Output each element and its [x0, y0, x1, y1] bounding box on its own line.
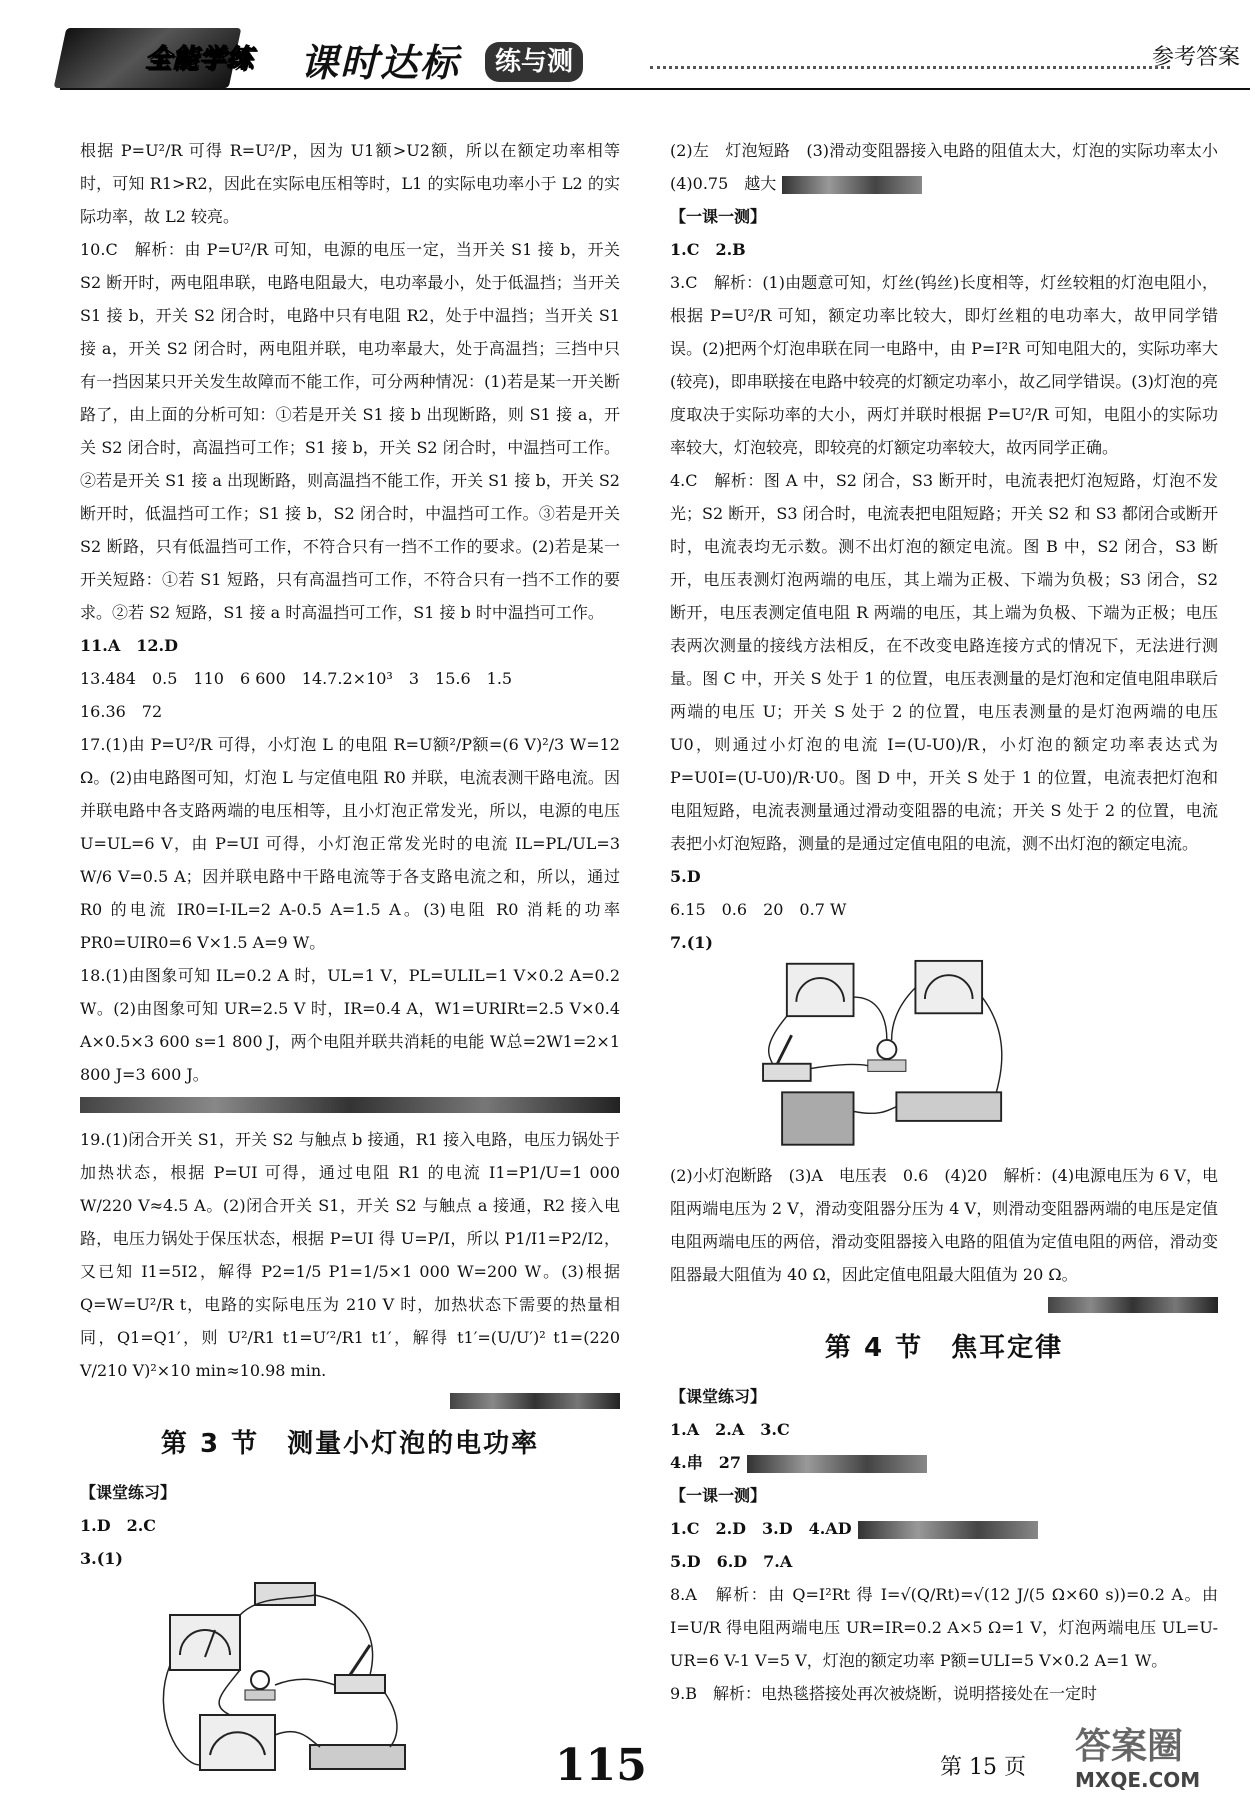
redacted-bar — [858, 1521, 1038, 1539]
answer-q9: 9.B 解析：电热毯搭接处再次被烧断，说明搭接处在一定时 — [670, 1684, 1098, 1703]
answer-q16: 16.36 72 — [80, 702, 163, 721]
answer-paragraph: 根据 P=U²/R 可得 R=U²/P，因为 U1额>U2额，所以在额定功率相等时，可知 R1>R2，因此在实际电压相等时，L1 的实际电功率小于 L2 的实际功率，故 L2 较亮。 — [80, 141, 620, 226]
redacted-bar — [782, 176, 922, 194]
answer-line: 7.(1) — [670, 933, 713, 952]
watermark-url: MXQE.COM — [1075, 1768, 1201, 1792]
book-title: 课时达标 — [300, 41, 461, 85]
header-rule — [60, 88, 1250, 90]
page-number: 115 — [555, 1740, 647, 1791]
answer-q8: 8.A 解析：由 Q=I²Rt 得 I=√(Q/Rt)=√(12 J/(5 Ω×60 s))=0.2 A。由 I=U/R 得电阻两端电压 UR=IR=0.2 A×5 Ω=1 V，灯泡两端电压 UL=U-UR=6 V-1 V=5 V，灯泡的额定功率 P额=ULI=5 V×0.2 A=1 W。 — [670, 1585, 1218, 1670]
answer-q11-12: 11.A 12.D — [80, 636, 178, 655]
answer-line: 3.(1) — [80, 1549, 123, 1568]
redacted-bar — [747, 1455, 927, 1473]
answer-q4: 4.C 解析：图 A 中，S2 闭合，S3 断开时，电流表把灯泡短路，灯泡不发光；S2 断开，S3 闭合时，电流表把电阻短路；开关 S2 和 S3 都闭合或断开时，电流表均无示数。测不出灯泡的额定电流。图 B 中，S2 闭合，S3 断开，电压表测灯泡两端的电压，其上端为正极、下端为负极；S3 闭合，S2 断开，电压表测定值电阻 R 两端的电压，其上端为负极、下端为正极；电压表两次测量的接线方法相反，在不改变电路连接方式的情况下，无法进行测量。图 C 中，开关 S 处于 1 的位置，电压表测量的是灯泡和定值电阻串联后两端的电压 U；开关 S 处于 2 的位置，电压表测量的是灯泡两端的电压 U0，则通过小灯泡的电流 I=(U-U0)/R，小灯泡的额定功率表达式为 P=U0I=(U-U0)/R·U0。图 D 中，开关 S 处于 1 的位置，电流表把灯泡和电阻短路，电流表测量通过滑动变阻器的电流；开关 S 处于 2 的位置，电流表把小灯泡短路，测量的是通过定值电阻的电流，测不出灯泡的额定电流。 — [670, 471, 1218, 853]
right-column — [670, 134, 1235, 1710]
circuit-diagram-figure — [670, 959, 1218, 1159]
section-tag: 【一课一测】 — [670, 1486, 767, 1505]
section-4-title: 第 4 节 焦耳定律 — [824, 1333, 1064, 1363]
answer-paragraph: (2)左 灯泡短路 (3)滑动变阻器接入电路的阻值太大，灯泡的实际功率太小 (4)0.75 越大 — [670, 141, 1235, 193]
answer-key-label: 参考答案 — [1151, 45, 1240, 70]
answer-q13-15: 13.484 0.5 110 6 600 14.7.2×10³ 3 15.6 1.5 — [80, 669, 513, 688]
answer-line: 1.C 2.D 3.D 4.AD — [670, 1512, 1218, 1545]
page-header — [60, 20, 1250, 120]
answer-q7-2: (2)小灯泡断路 (3)A 电压表 0.6 (4)20 解析：(4)电源电压为 6 V，电阻两端电压为 2 V，滑动变阻器分压为 4 V，则滑动变阻器两端的电压是定值电阻两端电压的两倍，滑动变阻器接入电路的阻值为定值电阻的两倍，滑动变阻器最大阻值为 40 Ω，因此定值电阻最大阻值为 20 Ω。 — [670, 1166, 1218, 1284]
circuit-diagram-figure — [80, 1575, 620, 1785]
section-tag: 【课堂练习】 — [80, 1483, 177, 1502]
answer-line: 4.串 27 — [670, 1446, 1218, 1479]
redacted-bar — [80, 1097, 620, 1113]
left-column — [80, 134, 620, 1785]
section-tag: 【一课一测】 — [670, 207, 767, 226]
answer-page-label: 第 15 页 — [940, 1755, 1026, 1780]
answer-q17: 17.(1)由 P=U²/R 可得，小灯泡 L 的电阻 R=U额²/P额=(6 V)²/3 W=12 Ω。(2)由电路图可知，灯泡 L 与定值电阻 R0 并联，电流表测干路电流。因并联电路中各支路两端的电压相等，且小灯泡正常发光，所以，电源的电压 U=UL=6 V，由 P=UI 可得，小灯泡正常发光时的电流 IL=PL/UL=3 W/6 V=0.5 A；因并联电路中干路电流等于各支路电流之和，所以，通过 R0 的电流 IR0=I-IL=2 A-0.5 A=1.5 A。(3)电阻 R0 消耗的功率 PR0=UIR0=6 V×1.5 A=9 W。 — [80, 735, 620, 952]
answer-line: 1.D 2.C — [80, 1516, 157, 1535]
answer-line: 1.A 2.A 3.C — [670, 1420, 790, 1439]
answer-q18: 18.(1)由图象可知 IL=0.2 A 时，UL=1 V，PL=ULIL=1 V×0.2 A=0.2 W。(2)由图象可知 UR=2.5 V 时，IR=0.4 A，W1=URIRt=2.5 V×0.4 A×0.5×3 600 s=1 800 J，两个电阻并联共消耗的电能 W总=2W1=2×1 800 J=3 600 J。 — [80, 966, 620, 1084]
answer-line: 1.C 2.B — [670, 240, 746, 259]
answer-q19: 19.(1)闭合开关 S1，开关 S2 与触点 b 接通，R1 接入电路，电压力锅处于加热状态，根据 P=UI 可得，通过电阻 R1 的电流 I1=P1/U=1 000 W/220 V≈4.5 A。(2)闭合开关 S1，开关 S2 与触点 a 接通，R2 接入电路，电压力锅处于保压状态，根据 P=UI 得 U=P/I，所以 P1/I1=P2/I2，又已知 I1=5I2，解得 P2=1/5 P1=1/5×1 000 W=200 W。(3)根据 Q=W=U²/R t，电路的实际电压为 210 V 时，加热状态下需要的热量相同，Q1=Q1′，则 U²/R1 t1=U′²/R1 t1′，解得 t1′=(U/U′)² t1=(220 V/210 V)²×10 min≈10.98 min. — [80, 1130, 620, 1380]
redacted-bar — [450, 1393, 620, 1409]
brand-logo-text: 全能学练 — [145, 44, 254, 74]
answer-line: 5.D 6.D 7.A — [670, 1552, 793, 1571]
header-dotted-rule — [650, 66, 1170, 69]
answer-q3: 3.C 解析：(1)由题意可知，灯丝(钨丝)长度相等，灯丝较粗的灯泡电阻小，根据 P=U²/R 可知，额定功率比较大，即灯丝粗的电功率大，故甲同学错误。(2)把两个灯泡串联在同一电路中，由 P=I²R 可知电阻大的，实际功率大(较亮)，即串联接在电路中较亮的灯额定功率小，故乙同学错误。(3)灯泡的亮度取决于实际功率的大小，两灯并联时根据 P=U²/R 可知，电阻小的实际功率较大，灯泡较亮，即较亮的灯额定功率较大，故丙同学正确。 — [670, 273, 1218, 457]
section-3-title: 第 3 节 测量小灯泡的电功率 — [160, 1429, 540, 1459]
answer-line: 6.15 0.6 20 0.7 W — [670, 900, 847, 919]
watermark-text: 答案圈 — [1075, 1726, 1184, 1767]
answer-line: 5.D — [670, 867, 701, 886]
answer-q10: 10.C 解析：由 P=U²/R 可知，电源的电压一定，当开关 S1 接 b，开关 S2 断开时，两电阻串联，电路电阻最大，电功率最小，处于低温挡；当开关 S1 接 b，开关 S2 闭合时，电路中只有电阻 R2，处于中温挡；当开关 S1 接 a，开关 S2 闭合时，两电阻并联，电功率最大，处于高温挡；三挡中只有一挡因某只开关发生故障而不能工作，可分两种情况：(1)若是某一开关断路了，由上面的分析可知：①若是开关 S1 接 b 出现断路，则 S1 接 a，开关 S2 闭合时，高温挡可工作；S1 接 b，开关 S2 闭合时，中温挡可工作。②若是开关 S1 接 a 出现断路，则高温挡不能工作，开关 S1 接 b，开关 S2 断开时，低温挡可工作；S1 接 b，S2 闭合时，中温挡可工作。③若是开关 S2 断路，只有低温挡可工作，不符合只有一挡不工作的要求。(2)若是某一开关短路：①若 S1 短路，只有高温挡可工作，不符合只有一挡不工作的要求。②若 S2 短路，S1 接 a 时高温挡可工作，S1 接 b 时中温挡可工作。 — [80, 240, 620, 622]
site-watermark-logo — [1075, 1718, 1240, 1792]
book-subtitle: 练与测 — [485, 42, 583, 82]
redacted-bar — [1048, 1297, 1218, 1313]
section-tag: 【课堂练习】 — [670, 1387, 767, 1406]
